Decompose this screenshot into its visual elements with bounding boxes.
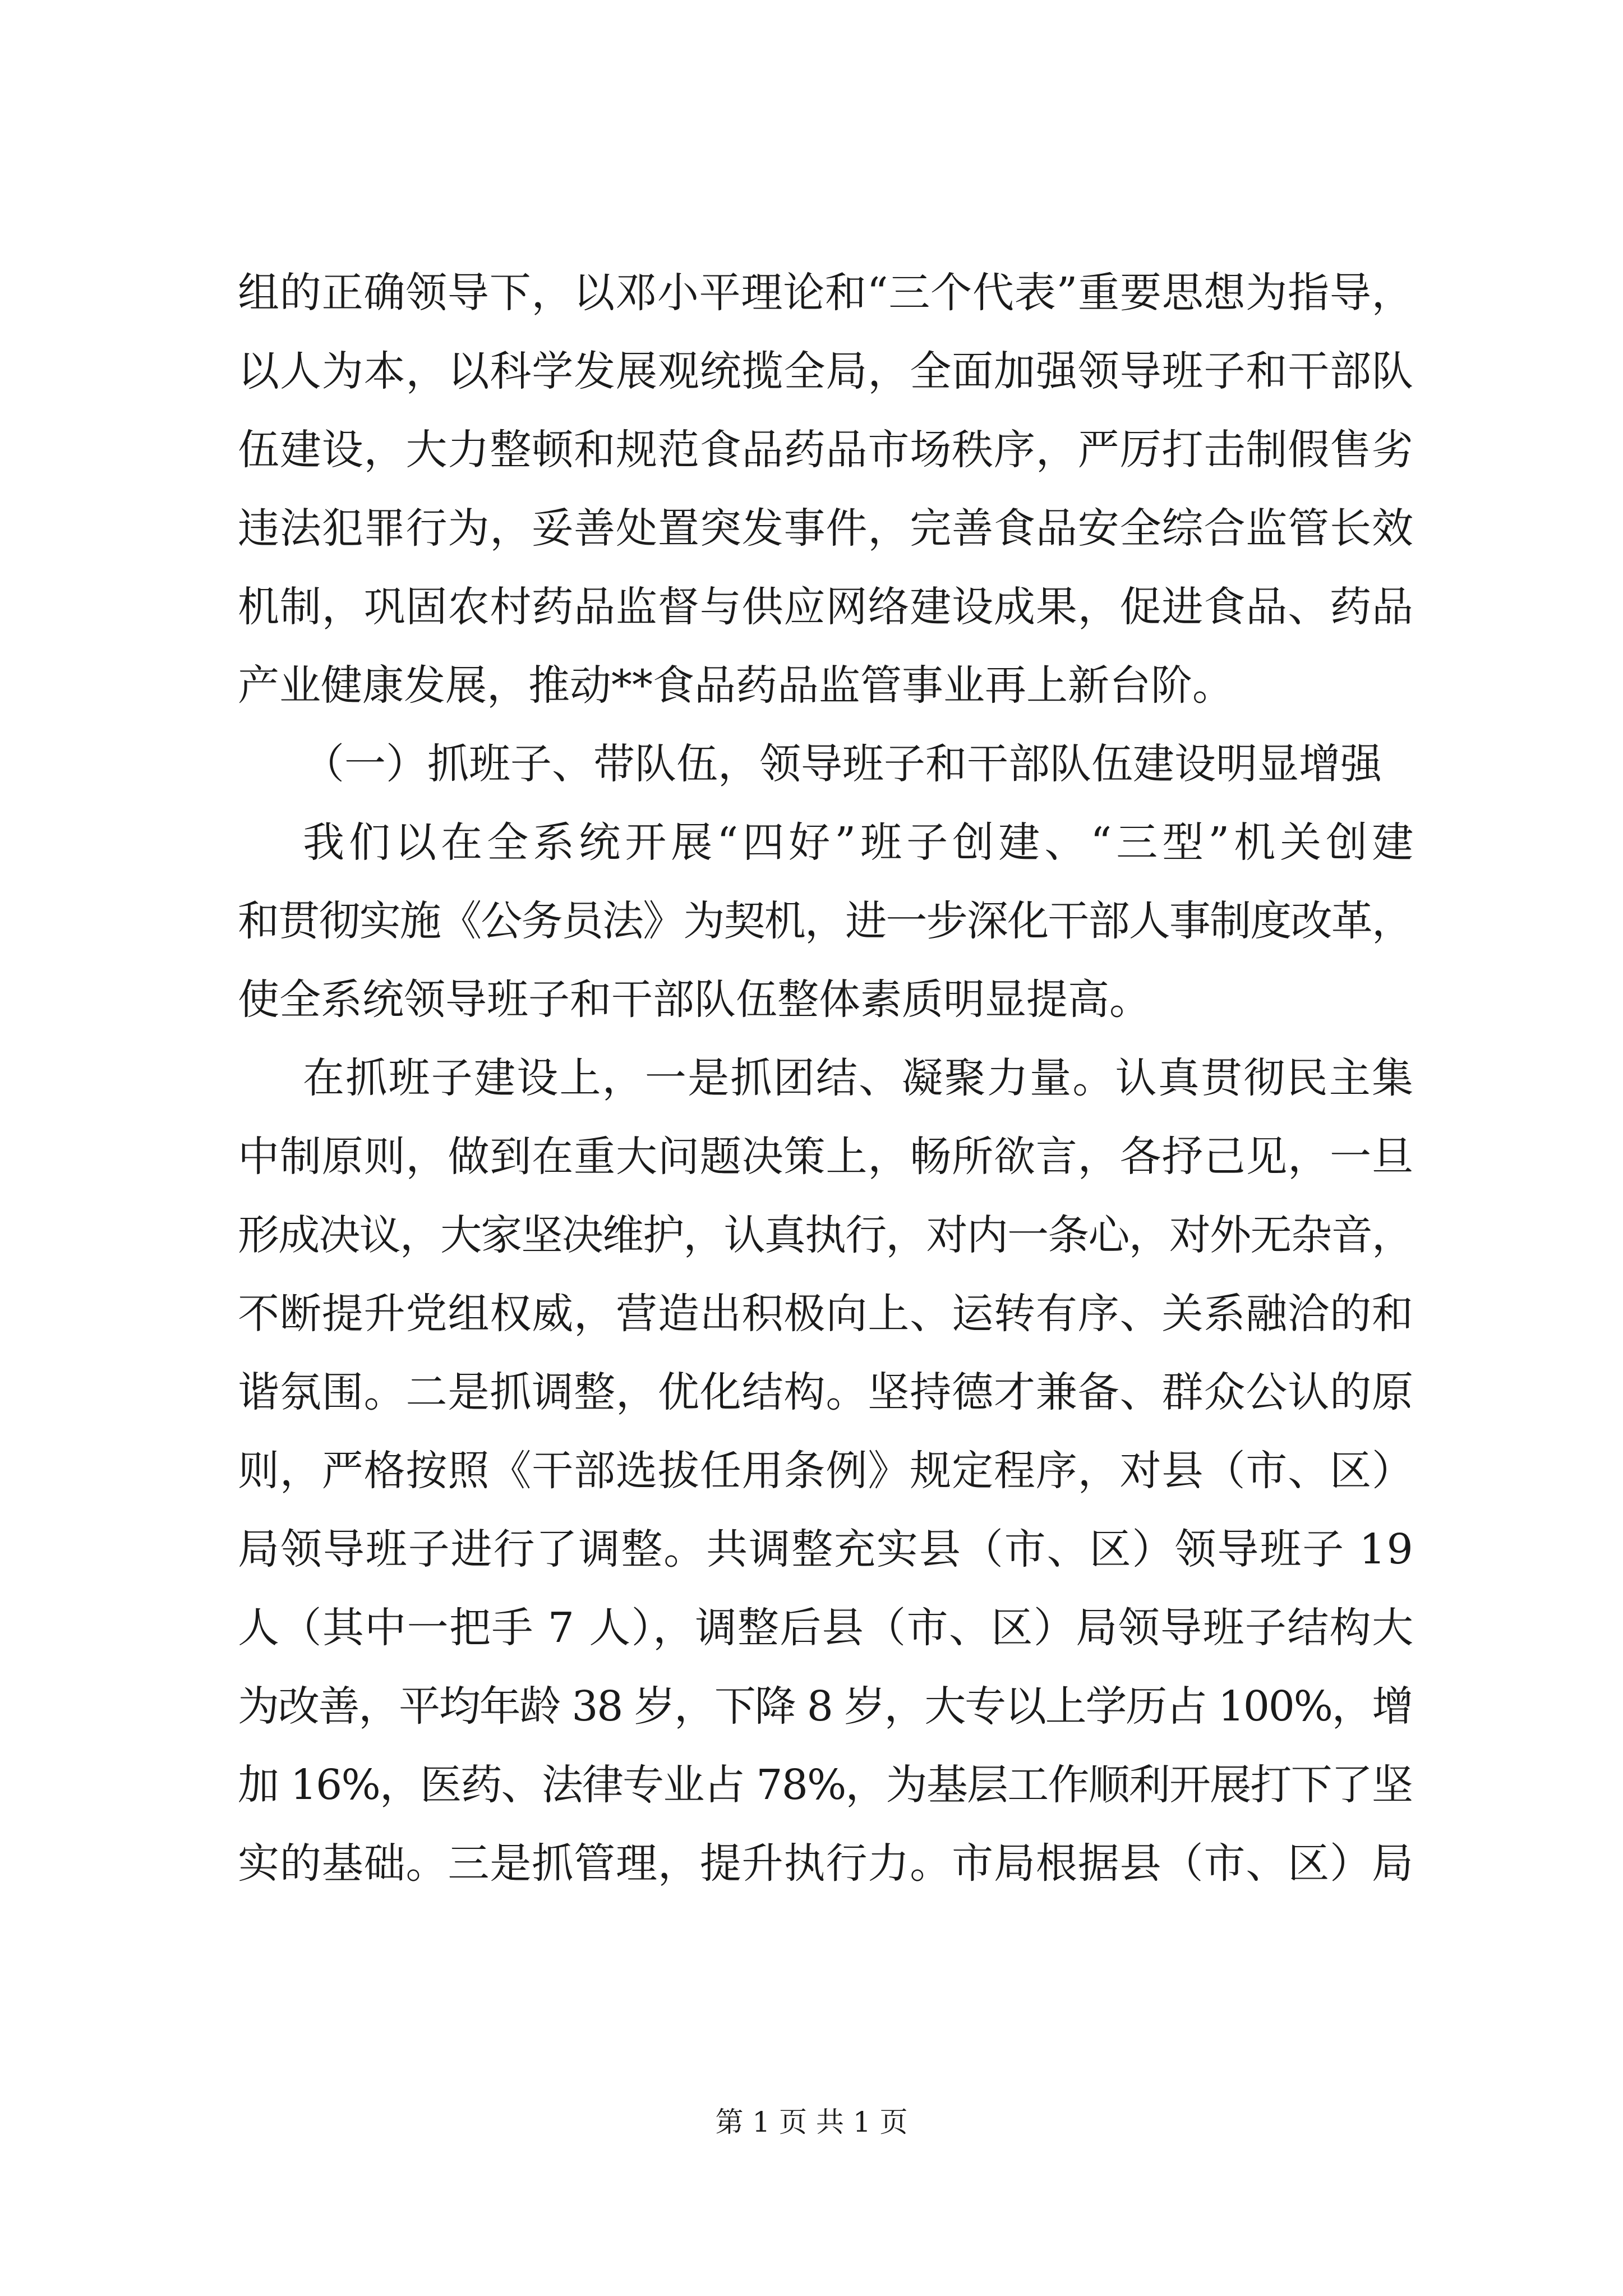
body-line: 中制原则，做到在重大问题决策上，畅所欲言，各抒己见，一旦 bbox=[238, 1133, 1414, 1181]
body-line: 机制，巩固农村药品监督与供应网络建设成果，促进食品、药品 bbox=[238, 583, 1414, 631]
page-number-footer: 第 1 页 共 1 页 bbox=[715, 2106, 908, 2138]
body-line: 谐氛围。二是抓调整，优化结构。坚持德才兼备、群众公认的原 bbox=[238, 1368, 1414, 1416]
body-line: 和贯彻实施《公务员法》为契机，进一步深化干部人事制度改革， bbox=[238, 897, 1413, 945]
body-line: 产业健康发展，推动**食品药品监管事业再上新台阶。 bbox=[238, 661, 1234, 710]
body-line: 使全系统领导班子和干部队伍整体素质明显提高。 bbox=[238, 976, 1151, 1024]
body-line: 实的基础。三是抓管理，提升执行力。市局根据县（市、区）局 bbox=[238, 1839, 1414, 1888]
body-line: 人（其中一把手 7 人），调整后县（市、区）局领导班子结构大 bbox=[238, 1604, 1414, 1652]
body-line: 以人为本，以科学发展观统揽全局，全面加强领导班子和干部队 bbox=[238, 347, 1414, 395]
body-line: 则，严格按照《干部选拔任用条例》规定程序，对县（市、区） bbox=[238, 1447, 1414, 1495]
body-line: 为改善，平均年龄 38 岁，下降 8 岁，大专以上学历占 100%，增 bbox=[238, 1682, 1413, 1731]
section-heading: （一）抓班子、带队伍，领导班子和干部队伍建设明显增强 bbox=[303, 740, 1382, 788]
body-line: 伍建设，大力整顿和规范食品药品市场秩序，严厉打击制假售劣 bbox=[238, 426, 1414, 474]
body-line: 形成决议，大家坚决维护，认真执行，对内一条心，对外无杂音， bbox=[238, 1211, 1413, 1259]
body-line: 组的正确领导下，以邓小平理论和“三个代表”重要思想为指导， bbox=[238, 269, 1414, 317]
body-line: 局领导班子进行了调整。共调整充实县（市、区）领导班子 19 bbox=[238, 1525, 1414, 1573]
body-line: 不断提升党组权威，营造出积极向上、运转有序、关系融洽的和 bbox=[238, 1290, 1414, 1338]
body-line: 加 16%，医药、法律专业占 78%，为基层工作顺利开展打下了坚 bbox=[238, 1761, 1413, 1809]
body-line: 违法犯罪行为，妥善处置突发事件，完善食品安全综合监管长效 bbox=[238, 504, 1414, 553]
body-line: 在抓班子建设上，一是抓团结、凝聚力量。认真贯彻民主集 bbox=[303, 1054, 1415, 1102]
body-line: 我们以在全系统开展“四好”班子创建、“三型”机关创建 bbox=[303, 818, 1418, 867]
